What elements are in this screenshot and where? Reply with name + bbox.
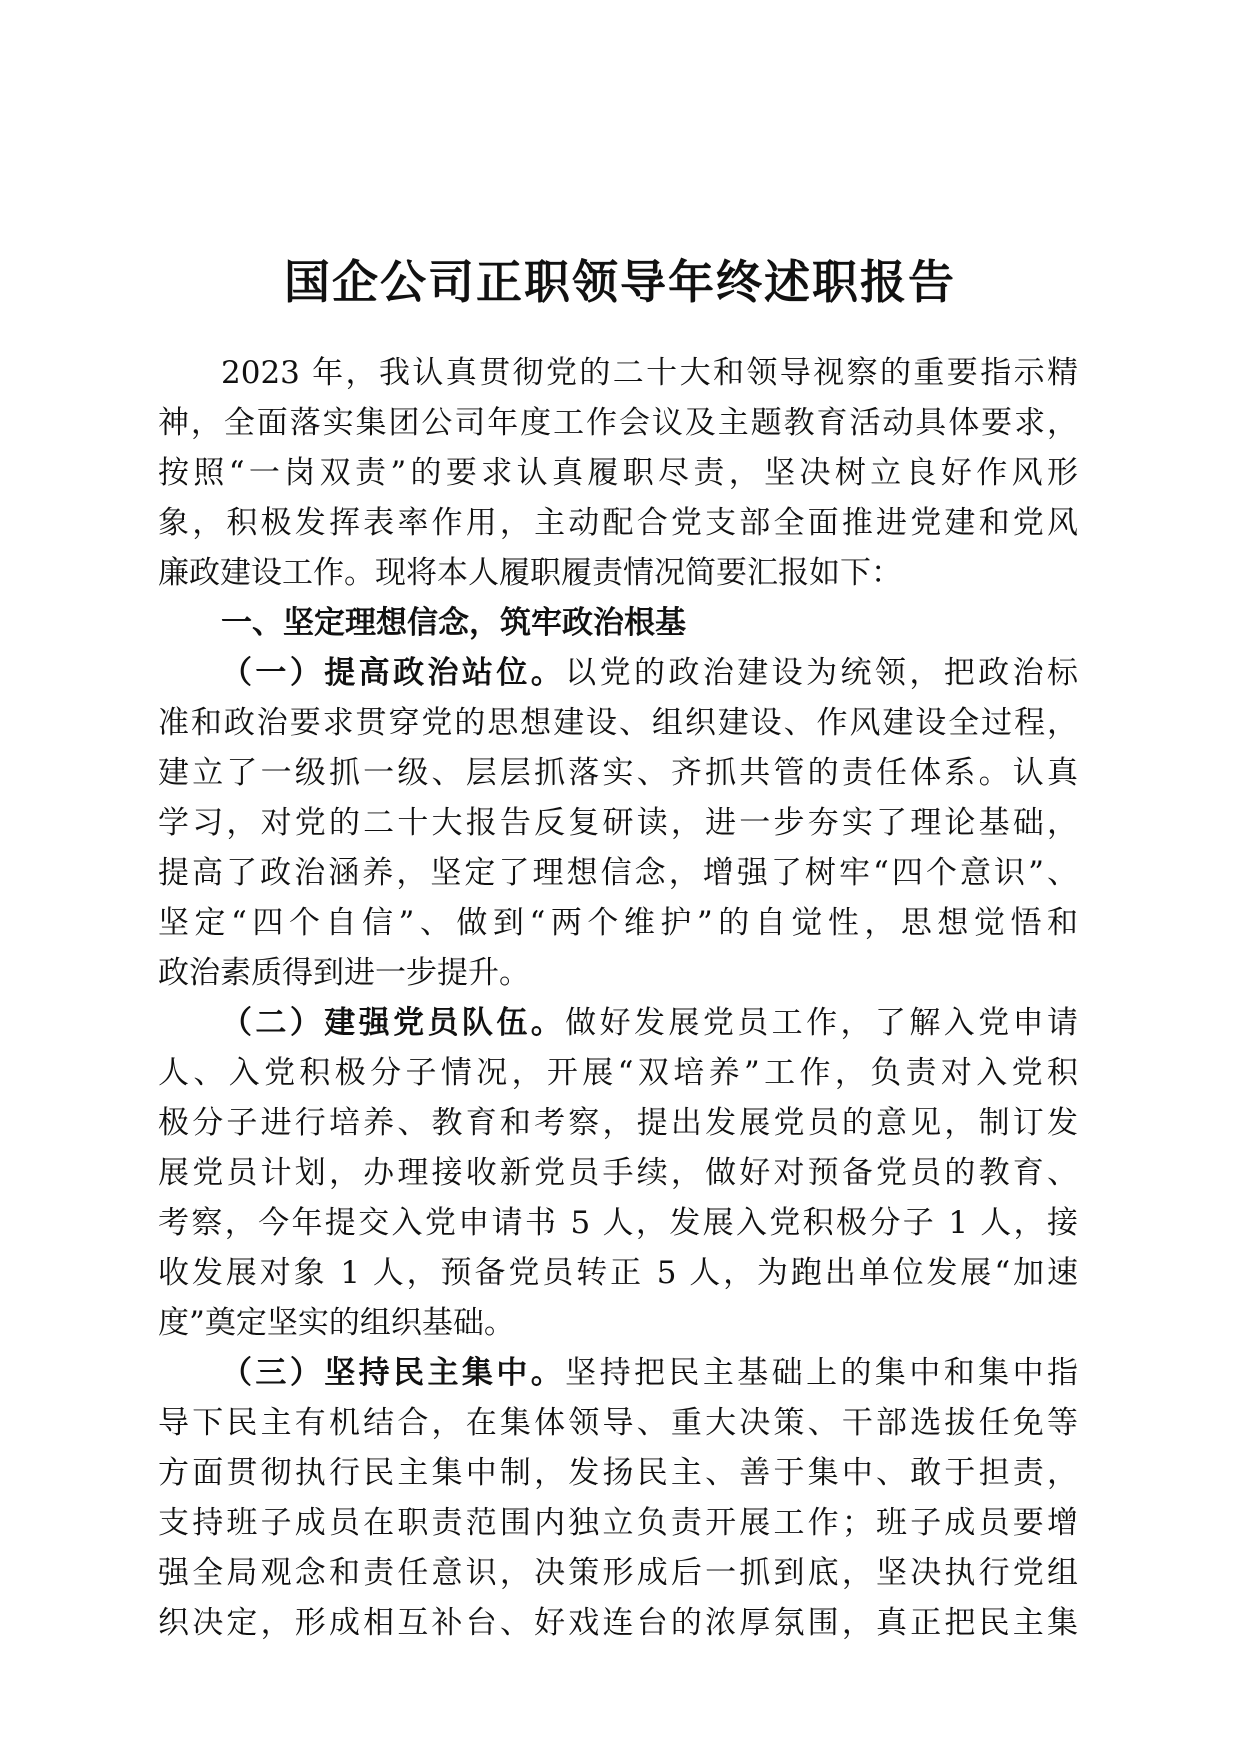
paragraph-line: 政治素质得到进一步提升。 bbox=[158, 955, 530, 991]
paragraph-line: 考察，今年提交入党申请书 5 人，发展入党积极分子 1 人，接 bbox=[158, 1205, 1078, 1241]
subsection-first-text: 做好发展党员工作，了解入党申请 bbox=[565, 1005, 1078, 1041]
paragraph-line: 人、入党积极分子情况，开展“双培养”工作，负责对入党积 bbox=[158, 1055, 1078, 1091]
intro-line: 廉政建设工作。现将本人履职履责情况简要汇报如下： bbox=[158, 555, 902, 591]
intro-line: 象，积极发挥表率作用，主动配合党支部全面推进党建和党风 bbox=[158, 505, 1078, 541]
paragraph-line: 织决定，形成相互补台、好戏连台的浓厚氛围，真正把民主集 bbox=[158, 1605, 1078, 1641]
subsection-first-line bbox=[221, 998, 1078, 1048]
paragraph-line: 收发展对象 1 人，预备党员转正 5 人，为跑出单位发展“加速 bbox=[158, 1255, 1078, 1291]
subsection-lead: （三）坚持民主集中。 bbox=[221, 1355, 566, 1391]
subsection-lead: （一）提高政治站位。 bbox=[221, 655, 566, 691]
intro-line: 神，全面落实集团公司年度工作会议及主题教育活动具体要求， bbox=[158, 405, 1078, 441]
subsection-first-line bbox=[221, 648, 1078, 698]
paragraph-line: 极分子进行培养、教育和考察，提出发展党员的意见，制订发 bbox=[158, 1105, 1078, 1141]
intro-line: 2023 年，我认真贯彻党的二十大和领导视察的重要指示精 bbox=[221, 355, 1078, 391]
paragraph-line: 建立了一级抓一级、层层抓落实、齐抓共管的责任体系。认真 bbox=[158, 755, 1078, 791]
paragraph-line: 学习，对党的二十大报告反复研读，进一步夯实了理论基础， bbox=[158, 805, 1078, 841]
paragraph-line: 准和政治要求贯穿党的思想建设、组织建设、作风建设全过程， bbox=[158, 705, 1078, 741]
paragraph-line: 展党员计划，办理接收新党员手续，做好对预备党员的教育、 bbox=[158, 1155, 1078, 1191]
paragraph-line: 提高了政治涵养，坚定了理想信念，增强了树牢“四个意识”、 bbox=[158, 855, 1078, 891]
subsection-first-text: 坚持把民主基础上的集中和集中指 bbox=[565, 1355, 1078, 1391]
paragraph-line: 强全局观念和责任意识，决策形成后一抓到底，坚决执行党组 bbox=[158, 1555, 1078, 1591]
document-title: 国企公司正职领导年终述职报告 bbox=[284, 255, 956, 309]
subsection-first-line bbox=[221, 1348, 1078, 1398]
paragraph-line: 度”奠定坚实的组织基础。 bbox=[158, 1305, 515, 1341]
subsection-first-text: 以党的政治建设为统领，把政治标 bbox=[565, 655, 1078, 691]
intro-line: 按照“一岗双责”的要求认真履职尽责，坚决树立良好作风形 bbox=[158, 455, 1078, 491]
paragraph-line: 方面贯彻执行民主集中制，发扬民主、善于集中、敢于担责， bbox=[158, 1455, 1078, 1491]
paragraph-line: 支持班子成员在职责范围内独立负责开展工作；班子成员要增 bbox=[158, 1505, 1078, 1541]
subsection-lead: （二）建强党员队伍。 bbox=[221, 1005, 566, 1041]
section-heading: 一、坚定理想信念，筑牢政治根基 bbox=[221, 605, 686, 641]
paragraph-line: 坚定“四个自信”、做到“两个维护”的自觉性，思想觉悟和 bbox=[158, 905, 1078, 941]
paragraph-line: 导下民主有机结合，在集体领导、重大决策、干部选拔任免等 bbox=[158, 1405, 1078, 1441]
